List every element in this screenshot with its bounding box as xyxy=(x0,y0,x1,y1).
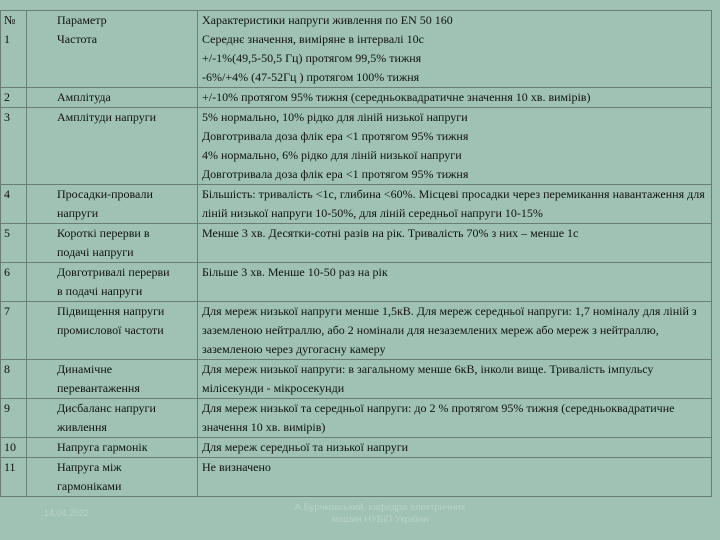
row-param: Динамічне xyxy=(57,362,113,376)
row-param-cell xyxy=(27,458,198,497)
row-number: 4 xyxy=(4,187,10,201)
row-number: 9 xyxy=(4,401,10,415)
row-num-cell xyxy=(1,360,27,399)
header-desc-cell xyxy=(198,11,712,88)
row-desc-line: Для мереж середньої та низької напруги xyxy=(202,440,409,454)
row-param: Дисбаланс напруги xyxy=(57,401,156,415)
row-param: гармоніками xyxy=(57,479,122,493)
row-desc-line: Більше 3 хв. Менше 10-50 раз на рік xyxy=(202,265,388,279)
table-row xyxy=(1,458,712,497)
row-number: 1 xyxy=(4,32,10,46)
row-number: 6 xyxy=(4,265,10,279)
header-param: Параметр xyxy=(57,13,107,27)
row-num-cell xyxy=(1,108,27,185)
row-number: 11 xyxy=(4,460,16,474)
table-row xyxy=(1,185,712,224)
row-param: Просадки-провали xyxy=(57,187,153,201)
row-desc-line: -6%/+4% (47-52Гц ) протягом 100% тижня xyxy=(202,70,420,84)
table-row xyxy=(1,399,712,438)
header-num-cell xyxy=(1,11,27,88)
row-desc-line: Для мереж низької напруги менше 1,5кВ. Для мереж середньої напруги: 1,7 номіналу для ліній з заземленою нейтраллю, або 2 номінали для незаземлених мереж або мереж з нейтраллю, заземленою через дугогасну камеру xyxy=(202,304,697,356)
table-row xyxy=(1,224,712,263)
row-param-cell xyxy=(27,224,198,263)
row-num-cell xyxy=(1,302,27,360)
row-param-cell xyxy=(27,108,198,185)
row-num-cell xyxy=(1,458,27,497)
table-row xyxy=(1,88,712,108)
table-row xyxy=(1,438,712,458)
table-row xyxy=(1,108,712,185)
row-desc-cell xyxy=(198,224,712,263)
footer-author-line1: А.Бурчковський, кафедра електричних xyxy=(294,502,466,513)
row-number: 10 xyxy=(4,440,16,454)
row-desc-line: Середнє значення, виміряне в інтервалі 10с xyxy=(202,32,424,46)
row-number: 8 xyxy=(4,362,10,376)
table-header-row xyxy=(1,11,712,88)
row-desc-line: 4% нормально, 6% рідко для ліній низької напруги xyxy=(202,148,462,162)
row-number: 7 xyxy=(4,304,10,318)
row-desc-cell xyxy=(198,458,712,497)
row-param: Напруга між xyxy=(57,460,122,474)
row-desc-cell xyxy=(198,88,712,108)
row-num-cell xyxy=(1,438,27,458)
row-param: промислової частоти xyxy=(57,323,164,337)
row-num-cell xyxy=(1,224,27,263)
table-row xyxy=(1,360,712,399)
row-desc-line: Більшість: тривалість <1с, глибина <60%. Місцеві просадки через перемикання навантаження для ліній низької напруги 10-50%, для ліній середньої напруги 10-15% xyxy=(202,187,705,220)
header-param-cell xyxy=(27,11,198,88)
table-row xyxy=(1,263,712,302)
row-param: Короткі перерви в xyxy=(57,226,150,240)
row-param: в подачі напруги xyxy=(57,284,143,298)
row-desc-line: Довготривала доза флік ера <1 протягом 95% тижня xyxy=(202,167,469,181)
row-number: 2 xyxy=(4,90,10,104)
row-desc-cell xyxy=(198,263,712,302)
row-param-cell xyxy=(27,302,198,360)
row-desc-line: +/-10% протягом 95% тижня (середньоквадратичне значення 10 хв. вимірів) xyxy=(202,90,591,104)
row-desc-line: 5% нормально, 10% рідко для ліній низької напруги xyxy=(202,110,468,124)
row-param-cell xyxy=(27,88,198,108)
parameters-table xyxy=(0,10,712,497)
row-param: живлення xyxy=(57,420,107,434)
row-num-cell xyxy=(1,399,27,438)
row-desc-line: +/-1%(49,5-50,5 Гц) протягом 99,5% тижня xyxy=(202,51,422,65)
row-desc-line: Для мереж низької та середньої напруги: до 2 % протягом 95% тижня (середньоквадратичне значення 10 хв. вимірів) xyxy=(202,401,675,434)
row-number: 5 xyxy=(4,226,10,240)
row-desc-cell xyxy=(198,360,712,399)
row-param: Напруга гармонік xyxy=(57,440,148,454)
row-param-cell xyxy=(27,360,198,399)
row-param-cell xyxy=(27,263,198,302)
row-param: Довготривалі перерви xyxy=(57,265,170,279)
row-desc-line: Довготривала доза флік ера <1 протягом 95% тижня xyxy=(202,129,469,143)
row-num-cell xyxy=(1,263,27,302)
table-row xyxy=(1,302,712,360)
row-param: Підвищення напруги xyxy=(57,304,165,318)
row-param: напруги xyxy=(57,206,99,220)
row-desc-cell xyxy=(198,399,712,438)
row-param: Частота xyxy=(57,32,98,46)
row-param: подачі напруги xyxy=(57,245,134,259)
row-desc-line: Менше 3 хв. Десятки-сотні разів на рік. Тривалість 70% з них – менше 1с xyxy=(202,226,579,240)
row-param: перевантаження xyxy=(57,381,140,395)
footer-author xyxy=(265,502,495,526)
row-param-cell xyxy=(27,185,198,224)
row-param: Амплітуди напруги xyxy=(57,110,157,124)
footer-author-line2: машин НУБіП України xyxy=(331,514,429,525)
row-num-cell xyxy=(1,185,27,224)
header-num: № xyxy=(4,13,16,27)
row-number: 3 xyxy=(4,110,10,124)
row-desc-cell xyxy=(198,108,712,185)
footer-date: 14.04.2022 xyxy=(44,508,90,518)
row-desc-line: Для мереж низької напруги: в загальному менше 6кВ, інколи вище. Тривалість імпульсу мілісекунди - мікросекунди xyxy=(202,362,654,395)
row-desc-cell xyxy=(198,438,712,458)
row-desc-cell xyxy=(198,302,712,360)
row-desc-cell xyxy=(198,185,712,224)
row-num-cell xyxy=(1,88,27,108)
row-param-cell xyxy=(27,438,198,458)
row-param: Амплітуда xyxy=(57,90,111,104)
header-desc: Характеристики напруги живлення по EN 50 160 xyxy=(202,13,453,27)
row-param-cell xyxy=(27,399,198,438)
row-desc-line: Не визначено xyxy=(202,460,271,474)
